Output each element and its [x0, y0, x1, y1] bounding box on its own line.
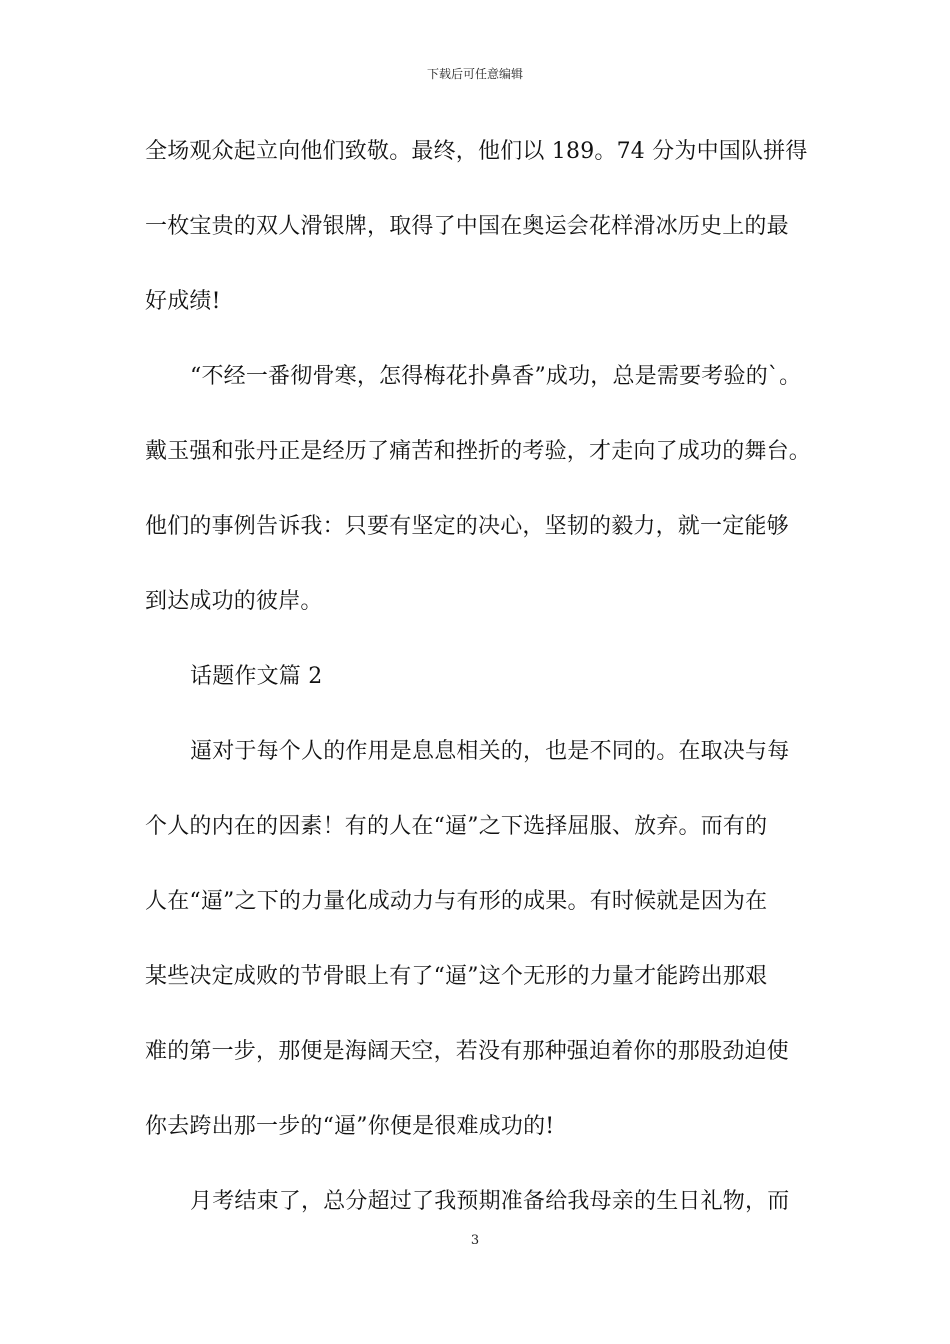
text-line: 某些决定成败的节骨眼上有了“逼”这个无形的力量才能跨出那艰: [145, 964, 768, 989]
text-line: 你去跨出那一步的“逼”你便是很难成功的!: [145, 1114, 555, 1139]
text-line: 他们的事例告诉我：只要有坚定的决心，坚韧的毅力，就一定能够: [145, 514, 789, 539]
section-heading: 话题作文篇 2: [190, 664, 323, 689]
page-number: 3: [470, 1233, 480, 1248]
paragraph-first-line: “不经一番彻骨寒，怎得梅花扑鼻香”成功，总是需要考验的`。: [190, 364, 802, 389]
text-line: 到达成功的彼岸。: [145, 589, 323, 614]
text-line: 一枚宝贵的双人滑银牌，取得了中国在奥运会花样滑冰历史上的最: [145, 214, 789, 239]
text-line: 全场观众起立向他们致敬。最终，他们以 189。74 分为中国队拼得: [145, 139, 808, 164]
text-line: 戴玉强和张丹正是经历了痛苦和挫折的考验，才走向了成功的舞台。: [145, 439, 812, 464]
paragraph-first-line: 月考结束了，总分超过了我预期准备给我母亲的生日礼物，而: [190, 1189, 790, 1214]
paragraph-first-line: 逼对于每个人的作用是息息相关的，也是不同的。在取决与每: [190, 739, 790, 764]
text-line: 个人的内在的因素！有的人在“逼”之下选择屈服、放弃。而有的: [145, 814, 768, 839]
text-line: 难的第一步，那便是海阔天空，若没有那种强迫着你的那股劲迫使: [145, 1039, 789, 1064]
page-header: 下载后可任意编辑: [426, 67, 523, 81]
text-line: 好成绩!: [145, 289, 221, 314]
text-line: 人在“逼”之下的力量化成动力与有形的成果。有时候就是因为在: [145, 889, 768, 914]
